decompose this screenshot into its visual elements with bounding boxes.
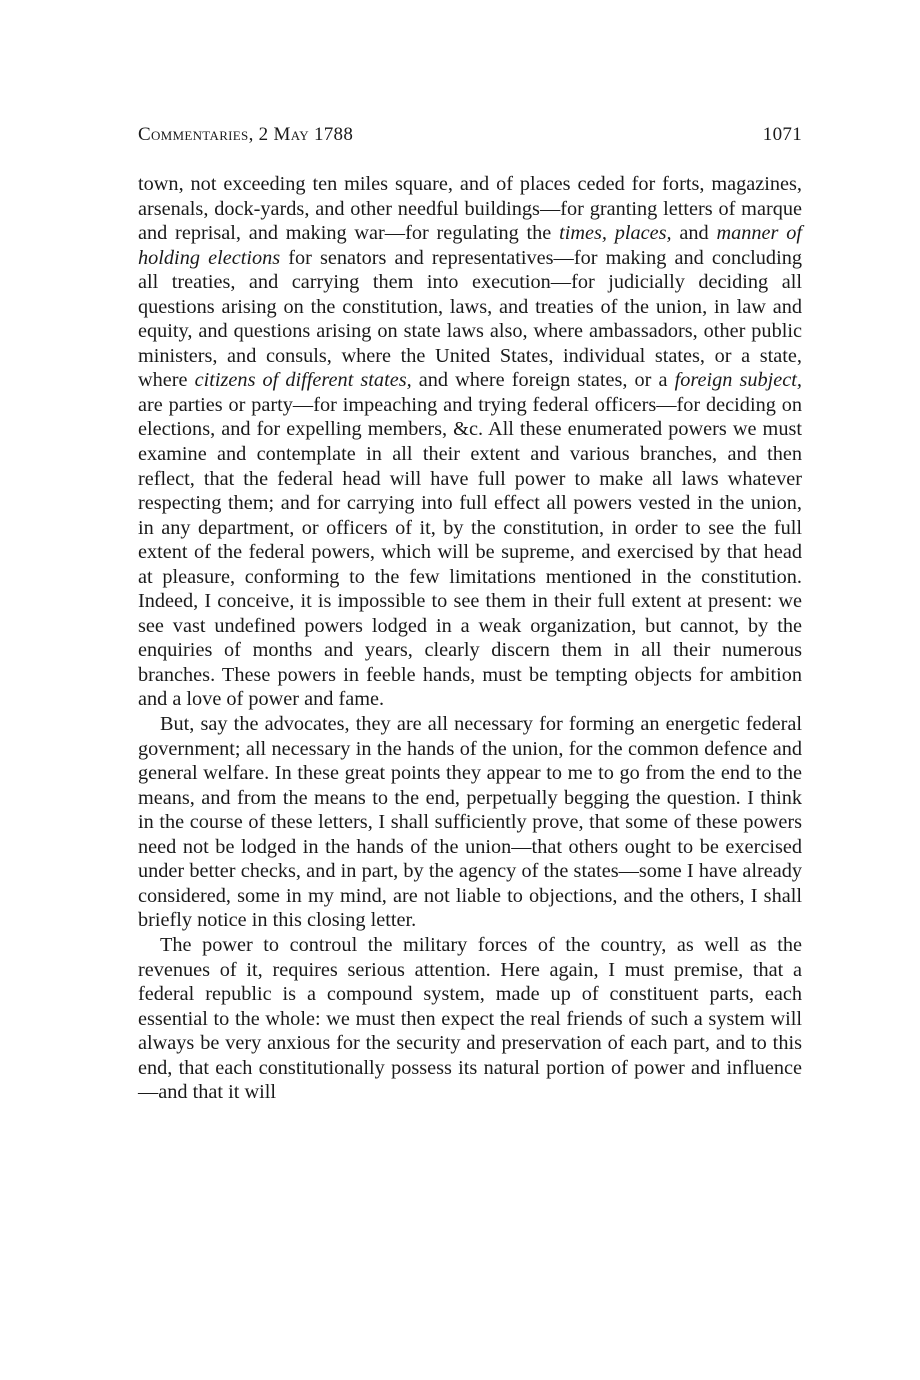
paragraph-1-text-d: and where foreign states, or a [411,369,675,392]
paragraph-1-text-b: and [671,222,717,245]
page-number: 1071 [762,124,802,145]
paragraph-3: The power to controul the military forces of the country, as well as the revenues of it, requires serious attention. Here again, I must premise, that a federal republic is a compound system, made up of constituent parts, each essential to the whole: we must then expect the real friends of such a system will always be very anxious for the security and preservation of each part, and to this end, that each constitutionally possess its natural portion of power and influence—and that it will [138,933,802,1104]
italic-citizens-of-different-states: citizens of different states, [194,369,412,392]
italic-foreign-subject: foreign subject, [674,369,802,392]
paragraph-1-text-a: town, not exceeding ten miles square, and of places ceded for forts, magazines, arsenals, dock-yards, and other needful buildings—for granting letters of marque and reprisal, and making war—for regulating the [138,173,802,245]
paragraph-1-text-e: are parties or party—for impeaching and trying federal officers—for deciding on elections, and for expelling members, &c. All these enumerated powers we must examine and contemplate in all their extent and various branches, and then reflect, that the federal head will have full power to make all laws whatever respecting them; and for carrying into full effect all powers vested in the union, in any department, or officers of it, by the constitution, in order to see the full extent of the federal powers, which will be supreme, and exercised by that head at pleasure, conforming to the few limitations mentioned in the constitution. Indeed, I conceive, it is impossible to see them in their full extent at present: we see vast undefined powers lodged in a weak organization, but cannot, by the enquiries of months and years, clearly discern them in all their numerous branches. These powers in feeble hands, must be tempting objects for ambition and a love of power and fame. [138,393,802,711]
body-text [138,172,802,1105]
paragraph-1 [138,172,802,712]
paragraph-1-text-c: for senators and representatives—for making and concluding all treaties, and carrying them into execution—for judicially deciding all questions arising on the constitution, laws, and treaties of the union, in law and equity, and questions arising on state laws also, where ambassadors, other public ministers, and consuls, where the United States, individual states, or a state, where [138,246,802,392]
italic-manner-of-holding-elections: manner of holding elections [138,222,802,269]
paragraph-2: But, say the advocates, they are all necessary for forming an energetic federal government; all necessary in the hands of the union, for the common defence and general welfare. In these great points they appear to me to go from the end to the means, and from the means to the end, perpetually begging the question. I think in the course of these letters, I shall sufficiently prove, that some of these powers need not be lodged in the hands of the union—that others ought to be exercised under better checks, and in part, by the agency of the states—some I have already considered, some in my mind, are not liable to objections, and the others, I shall briefly notice in this closing letter. [138,713,802,932]
running-head [138,120,802,150]
running-title: Commentaries, 2 May 1788 [138,124,354,145]
document-page [138,120,802,1105]
italic-times-places: times, places, [559,222,672,245]
